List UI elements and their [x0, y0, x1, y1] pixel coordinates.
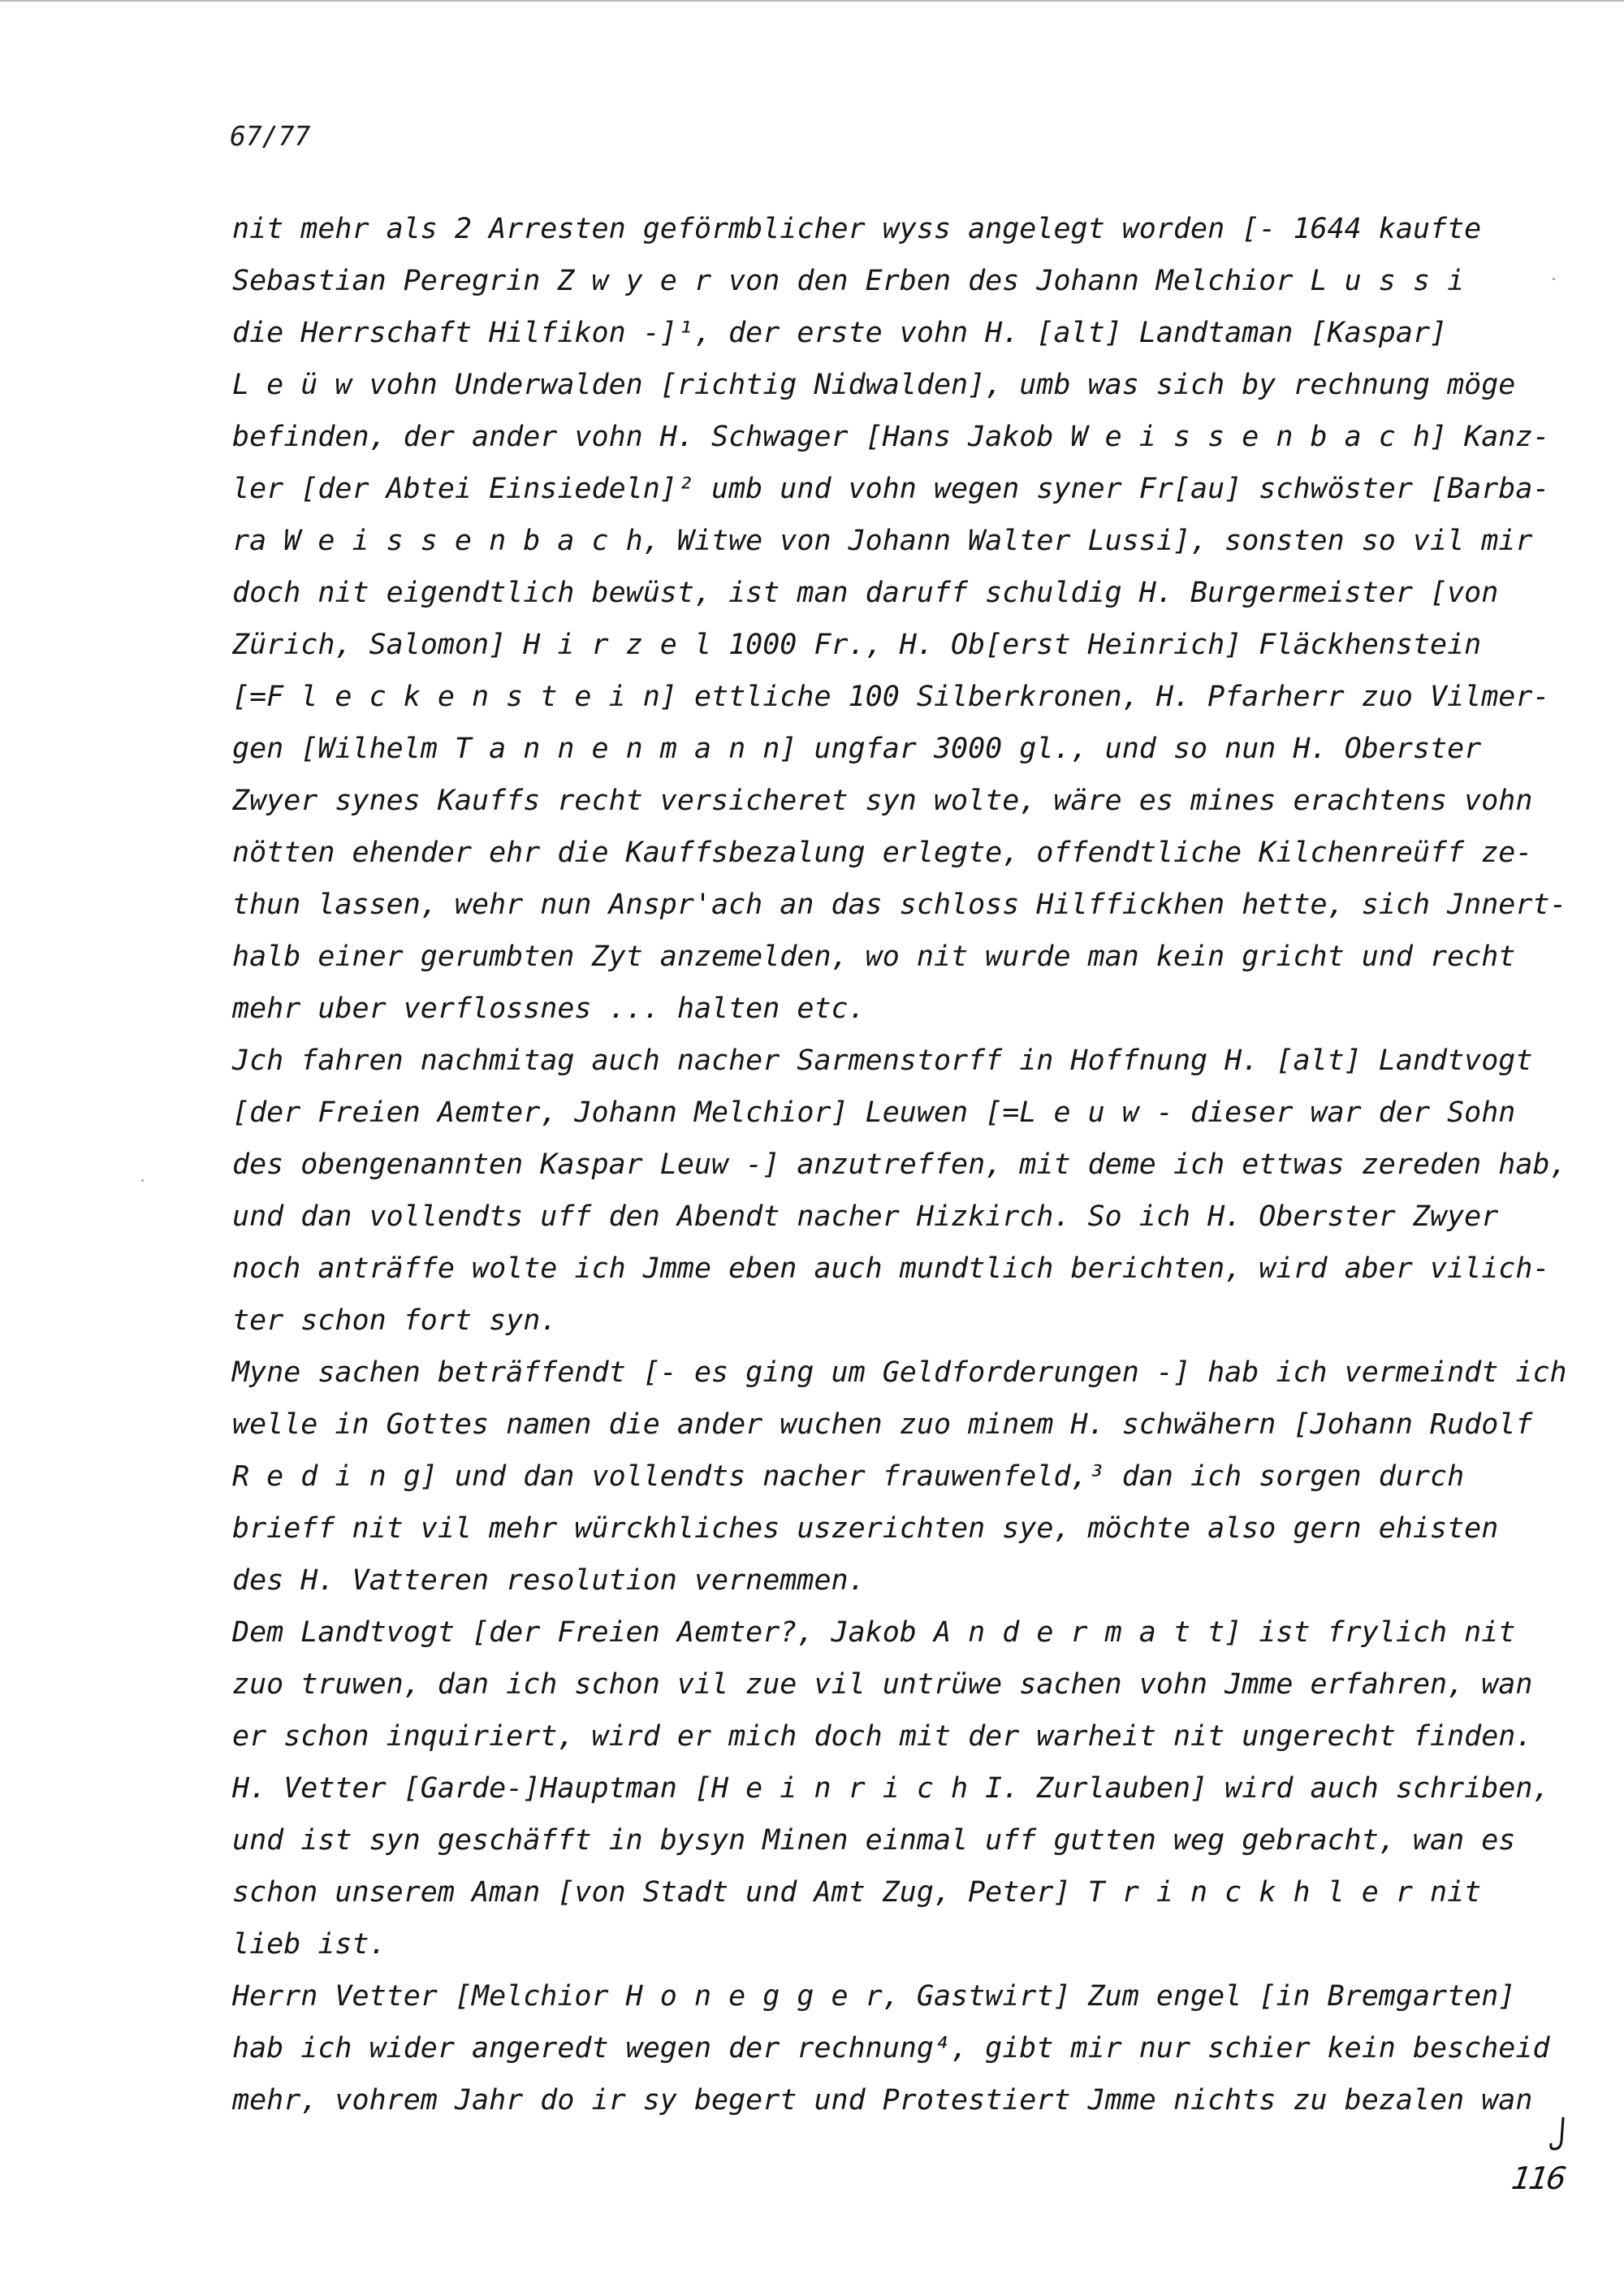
text-line: hab ich wider angeredt wegen der rechnung⁴, gibt mir nur schier kein bescheid: [232, 2032, 1550, 2065]
text-line: schon unserem Aman [von Stadt und Amt Zug, Peter] T r i n c k h l e r nit: [232, 1876, 1482, 1909]
text-line: [der Freien Aemter, Johann Melchior] Leuwen [=L e u w - dieser war der Sohn: [232, 1096, 1516, 1129]
text-line: zuo truwen, dan ich schon vil zue vil untrüwe sachen vohn Jmme erfahren, wan: [232, 1668, 1533, 1701]
text-line: und ist syn geschäfft in bysyn Minen einmal uff gutten weg gebracht, wan es: [232, 1824, 1516, 1857]
text-line: Sebastian Peregrin Z w y e r von den Erben des Johann Melchior L u s s i: [232, 265, 1465, 297]
text-line: gen [Wilhelm T a n n e n m a n n] ungfar 3000 gl., und so nun H. Oberster: [232, 733, 1482, 765]
text-line: ra W e i s s e n b a c h, Witwe von Johann Walter Lussi], sonsten so vil mir: [232, 525, 1533, 557]
text-line: des obengenannten Kaspar Leuw -] anzutreffen, mit deme ich ettwas zereden hab,: [232, 1148, 1567, 1181]
scan-speck: [1553, 278, 1555, 280]
text-line: R e d i n g] und dan vollendts nacher frauwenfeld,³ dan ich sorgen durch: [232, 1460, 1465, 1493]
text-line: er schon inquiriert, wird er mich doch mit der warheit nit ungerecht finden.: [232, 1720, 1533, 1753]
handwritten-folio-number: 116: [1509, 2160, 1566, 2196]
text-line: Zwyer synes Kauffs recht versicheret syn wolte, wäre es mines erachtens vohn: [232, 785, 1533, 817]
text-line: ler [der Abtei Einsiedeln]² umb und vohn wegen syner Fr[au] schwöster [Barba-: [232, 473, 1550, 505]
text-line: doch nit eigendtlich bewüst, ist man daruff schuldig H. Burgermeister [von: [232, 577, 1499, 609]
scan-top-edge: [0, 0, 1624, 2]
text-line: lieb ist.: [232, 1928, 387, 1961]
text-line: befinden, der ander vohn H. Schwager [Hans Jakob W e i s s e n b a c h] Kanz-: [232, 421, 1550, 453]
text-line: noch anträffe wolte ich Jmme eben auch mundtlich berichten, wird aber vilich-: [232, 1252, 1550, 1285]
text-line: nit mehr als 2 Arresten geförmblicher wyss angelegt worden [- 1644 kaufte: [232, 213, 1482, 245]
text-line: Dem Landtvogt [der Freien Aemter?, Jakob A n d e r m a t t] ist frylich nit: [232, 1616, 1516, 1649]
text-line: thun lassen, wehr nun Anspr'ach an das schloss Hilffickhen hette, sich Jnnert-: [232, 889, 1567, 921]
text-line: mehr uber verflossnes ... halten etc.: [232, 992, 866, 1025]
scan-speck: [141, 1179, 144, 1182]
text-line: [=F l e c k e n s t e i n] ettliche 100 Silberkronen, H. Pfarherr zuo Vilmer-: [232, 681, 1550, 713]
text-line: und dan vollendts uff den Abendt nacher Hizkirch. So ich H. Oberster Zwyer: [232, 1200, 1499, 1233]
text-line: Myne sachen beträffendt [- es ging um Geldforderungen -] hab ich vermeindt ich: [232, 1356, 1567, 1389]
text-line: L e ü w vohn Underwalden [richtig Nidwalden], umb was sich by rechnung möge: [232, 369, 1516, 401]
text-line: Herrn Vetter [Melchior H o n e g g e r, Gastwirt] Zum engel [in Bremgarten]: [232, 1980, 1516, 2013]
text-line: nötten ehender ehr die Kauffsbezalung erlegte, offendtliche Kilchenreüff ze-: [232, 837, 1533, 869]
text-line: die Herrschaft Hilfikon -]¹, der erste vohn H. [alt] Landtaman [Kaspar]: [232, 317, 1448, 349]
text-line: welle in Gottes namen die ander wuchen zuo minem H. schwähern [Johann Rudolf: [232, 1408, 1533, 1441]
transcription-body: [232, 203, 1567, 2126]
text-line: brieff nit vil mehr würckhliches uszerichten sye, möchte also gern ehisten: [232, 1512, 1499, 1545]
handwritten-check-mark: [1549, 2117, 1569, 2152]
text-line: Jch fahren nachmitag auch nacher Sarmenstorff in Hoffnung H. [alt] Landtvogt: [232, 1044, 1533, 1077]
text-line: ter schon fort syn.: [232, 1304, 558, 1337]
text-line: halb einer gerumbten Zyt anzemelden, wo nit wurde man kein gricht und recht: [232, 941, 1516, 973]
text-line: mehr, vohrem Jahr do ir sy begert und Protestiert Jmme nichts zu bezalen wan: [232, 2084, 1533, 2117]
text-line: des H. Vatteren resolution vernemmen.: [232, 1564, 866, 1597]
text-line: Zürich, Salomon] H i r z e l 1000 Fr., H. Ob[erst Heinrich] Fläckhenstein: [232, 629, 1482, 661]
text-line: H. Vetter [Garde-]Hauptman [H e i n r i c h I. Zurlauben] wird auch schriben,: [232, 1772, 1550, 1805]
page-header: 67/77: [230, 120, 311, 152]
